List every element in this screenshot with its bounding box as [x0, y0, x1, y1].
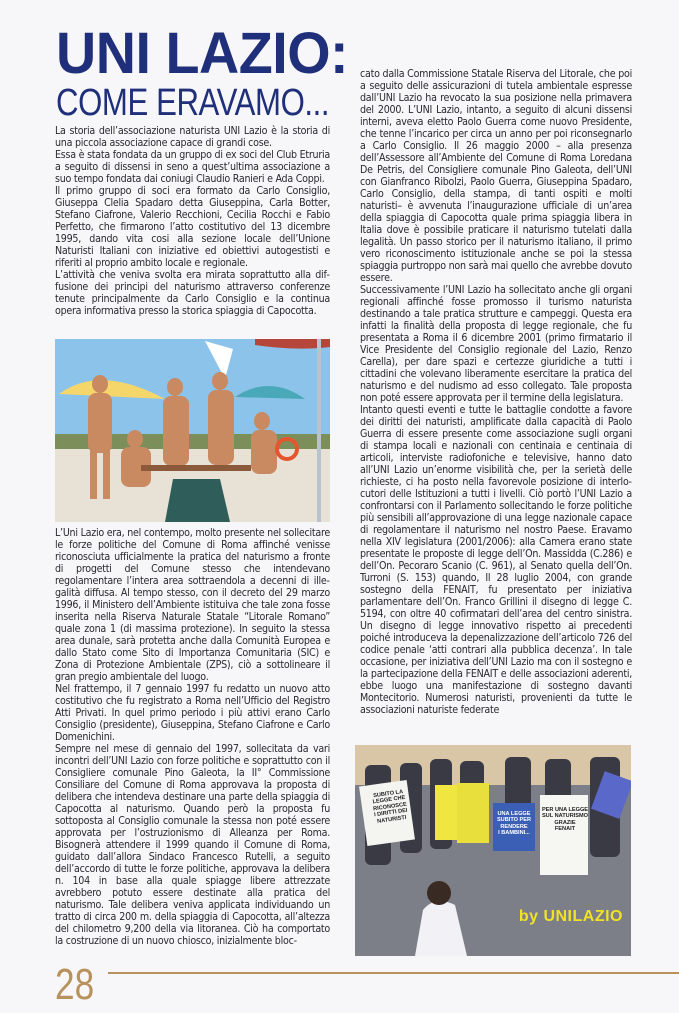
beach-photo-image — [55, 339, 330, 522]
photographer-head — [427, 881, 451, 905]
sign-yellow-2 — [457, 783, 489, 843]
beach-photo — [55, 339, 330, 522]
sign-text: PER UNA LEGGE SUL NATURISMO GRAZIE FENAIT — [541, 807, 589, 833]
pole — [317, 339, 321, 522]
right-column — [360, 68, 632, 716]
paragraph: cato dalla Commissione Statale Riserva del Litorale, che poi a seguito delle assicurazioni di tutela ambientale espresse dall’UNI Lazio ha revocato la sua posizione nella primavera del 2000. L’UNI Lazio, intanto, a seguito di alcuni dissensi interni, aveva eletto Paolo Guerra come nuovo Presidente, che tenne l’incarico per circa un anno per poi riconsegnarlo a Carlo Consiglio. Il 26 maggio 2000 – alla presenza dell’Assessore all’Ambiente del Comune di Roma Loredana De Petris, del Consigliere comunale Pino Galeota, dell’UNI con Gianfranco Ribolzi, Paolo Guerra, Giuseppina Spadaro, Carlo Consiglio, della stampa, di tanti ospiti e molti naturisti– è avvenuta l’inaugurazione ufficiale di un’area della spiaggia di Capocotta quale prima spiaggia libera in Italia dove è possibile praticare il naturismo tutelati dalla legalità. Un passo storico per il naturismo italiano, il primo vero riconoscimento istituzionale anche se poi la stessa spiaggia purtroppo non sarà mai quello che avrebbe dovuto essere. — [360, 68, 632, 284]
building — [355, 745, 631, 785]
title-subtitle: COME ERAVAMO... — [56, 82, 330, 124]
protest-photo — [355, 745, 631, 956]
footer-rule — [108, 972, 679, 974]
paragraph: Nel frattempo, il 7 gennaio 1997 fu redatto un nuovo atto costitutivo che fu registrato a Roma nell’Ufficio del Registro Atti Privati. In quel primo periodo i più attivi erano Carlo Consiglio (presidente), Giuseppina, Stefano Ciafrone e Carlo Domenichini. — [55, 683, 330, 743]
table — [141, 465, 251, 471]
paragraph: Intanto questi eventi e tutte le battaglie condotte a favore dei diritti dei naturisti, amplificate dalla capacità di Paolo Guerra di essere presente come associazione sugli organi di stampa locali e nazionali con centinaia e centinaia di articoli, interviste radiofoniche e televisive, hanno dato all’UNI Lazio un’enorme visibilità che, per la serietà delle richieste, ci ha posto nella favorevole posizione di interlocutori delle Istituzioni a tutti i livelli. Ciò portò l’UNI Lazio a confrontarsi con il Parlamento sollecitando le forze politiche più sensibili all’approvazione di una legge nazionale capace di regolamentare il naturismo nel nostro Paese. Eravamo nella XIV legislatura (2001/2006): alla Camera erano state presentate le proposte di legge dell’On. Massidda (C.286) e dell’On. Pecoraro Scanio (C. 961), al Senato quella dell’On. Turroni (S. 153) quando, Il 28 luglio 2004, con grande sostegno della FENAIT, fu presentato per iniziativa parlamentare dell’On. Franco Grillini il disegno di legge C. 5194, con oltre 40 cofirmatari dell’area del centro sinistra. Un disegno di legge innovativo rispetto ai precedenti poiché introduceva la depenalizzazione dell’articolo 726 del codice penale ‘atti contrari alla pubblica decenza’. In tale occasione, per iniziativa dell’UNI Lazio ma con il sostegno e la partecipazione della FENAIT e delle associazioni aderenti, ebbe luogo una manifestazione di sostegno davanti Montecitorio. Numerosi naturisti, provenienti da tutte le associazioni naturiste federate — [360, 404, 632, 716]
photo-credit: by UNILAZIO — [518, 908, 623, 925]
paragraph: Il primo gruppo di soci era formato da Carlo Consiglio, Giuseppa Clelia Spadaro detta Giuseppina, Carla Botter, Stefano Ciafrone, Valerio Recchioni, Cecilia Rocchi e Fabio Perfetto, che firmarono l’atto costitutivo del 13 dicembre 1995, dando vita cosi alla sezione locale dell’Unione Naturisti Italiani con iniziative ed obiettivi autogestisti e riferiti al proprio ambito locale e regionale. — [55, 185, 330, 269]
paragraph: Essa è stata fondata da un gruppo di ex soci del Club Etruria a seguito di dissensi in seno a quest’ultima associazione a suo tempo fondata dai coniugi Claudio Ranieri e Ada Coppi. — [55, 149, 330, 185]
sign-text: SUBITO LA LEGGE CHE RICONOSCE I DIRITTI DEI NATURISTI — [372, 789, 408, 825]
paragraph: Sempre nel mese di gennaio del 1997, sollecitata da vari incontri dell’UNI Lazio con forze politiche e soprattutto con il Consigliere comunale Pino Galeota, la II° Commissione Consiliare del Comune di Roma approvava la proposta di delibera che intendeva destinare una parte della spiaggia di Capocotta al naturismo. Quando però la proposta fu sottoposta al Consiglio comunale la stessa non poté essere approvata per l’ostruzionismo di Alleanza per Roma. Bisognerà attendere il 1999 quando il Comune di Roma, guidato dall’allora Sindaco Francesco Rutelli, a seguito dell’accordo di tutte le forze politiche, approvava la delibera n. 104 in base alla quale spiagge libere attrezzate avrebbero potuto essere destinate alla pratica del naturismo. Tale delibera veniva applicata individuando un tratto di circa 200 m. della spiaggia di Capocotta, all’altezza del chilometro 9,200 della via litoranea. Ciò ha comportato la costruzione di un nuovo chiosco, inizialmente bloc- — [55, 743, 330, 947]
page-number: 28 — [55, 960, 95, 1009]
paragraph: Successivamente l’UNI Lazio ha sollecitato anche gli organi regionali affinché fosse promosso il turismo naturista destinando a tale pratica strutture e campeggi. Questa era infatti la finalità della proposta di legge regionale, che fu presentata a Roma il 6 dicembre 2001 (primo firmatario il Vice Presidente del Consiglio regionale del Lazio, Renzo Carella), per dare spazi e certezze giuridiche a tutti i cittadini che volevano liberamente esercitare la pratica del naturismo e del nudismo ad esso collegato. Tale proposta non poté essere approvata per il termine della legislatura. — [360, 284, 632, 404]
paragraph: L’Uni Lazio era, nel contempo, molto presente nel sollecitare le forze politiche del Comune di Roma affinché venisse riconosciuta ufficialmente la pratica del naturismo a fronte di progetti del Comune stesso che intendevano regolamentare l’intera area sottraendola a decenni di illegalità diffusa. Al tempo stesso, con il decreto del 29 marzo 1996, il Ministero dell’Ambiente istituiva che tale zona fosse inserita nella Riserva Naturale Statale “Litorale Romano” quale zona 1 (di massima protezione). In seguito la stessa area dunale, sarà protetta anche dalla Comunità Europea e dallo Stato come Sito di Importanza Comunitaria (SIC) e Zona di Protezione Ambientale (ZPS), ciò a sottolineare il gran pregio ambientale del luogo. — [55, 527, 330, 683]
left-column-bottom — [55, 527, 330, 947]
paragraph: L’attività che veniva svolta era mirata soprattutto alla diffusione dei principi del naturismo attraverso conferenze tenute principalmente da Carlo Consiglio e la continua opera informativa presso la storica spiaggia di Capocotta. — [55, 269, 330, 317]
paragraph: La storia dell’associazione naturista UNI Lazio è la storia di una piccola associazione capace di grandi cose. — [55, 125, 330, 149]
left-column-top — [55, 125, 330, 317]
sign-text: UNA LEGGE SUBITO PER RENDERE I BAMBINI... — [496, 811, 532, 837]
bag — [165, 479, 230, 522]
title-main: UNI LAZIO: — [56, 21, 349, 86]
